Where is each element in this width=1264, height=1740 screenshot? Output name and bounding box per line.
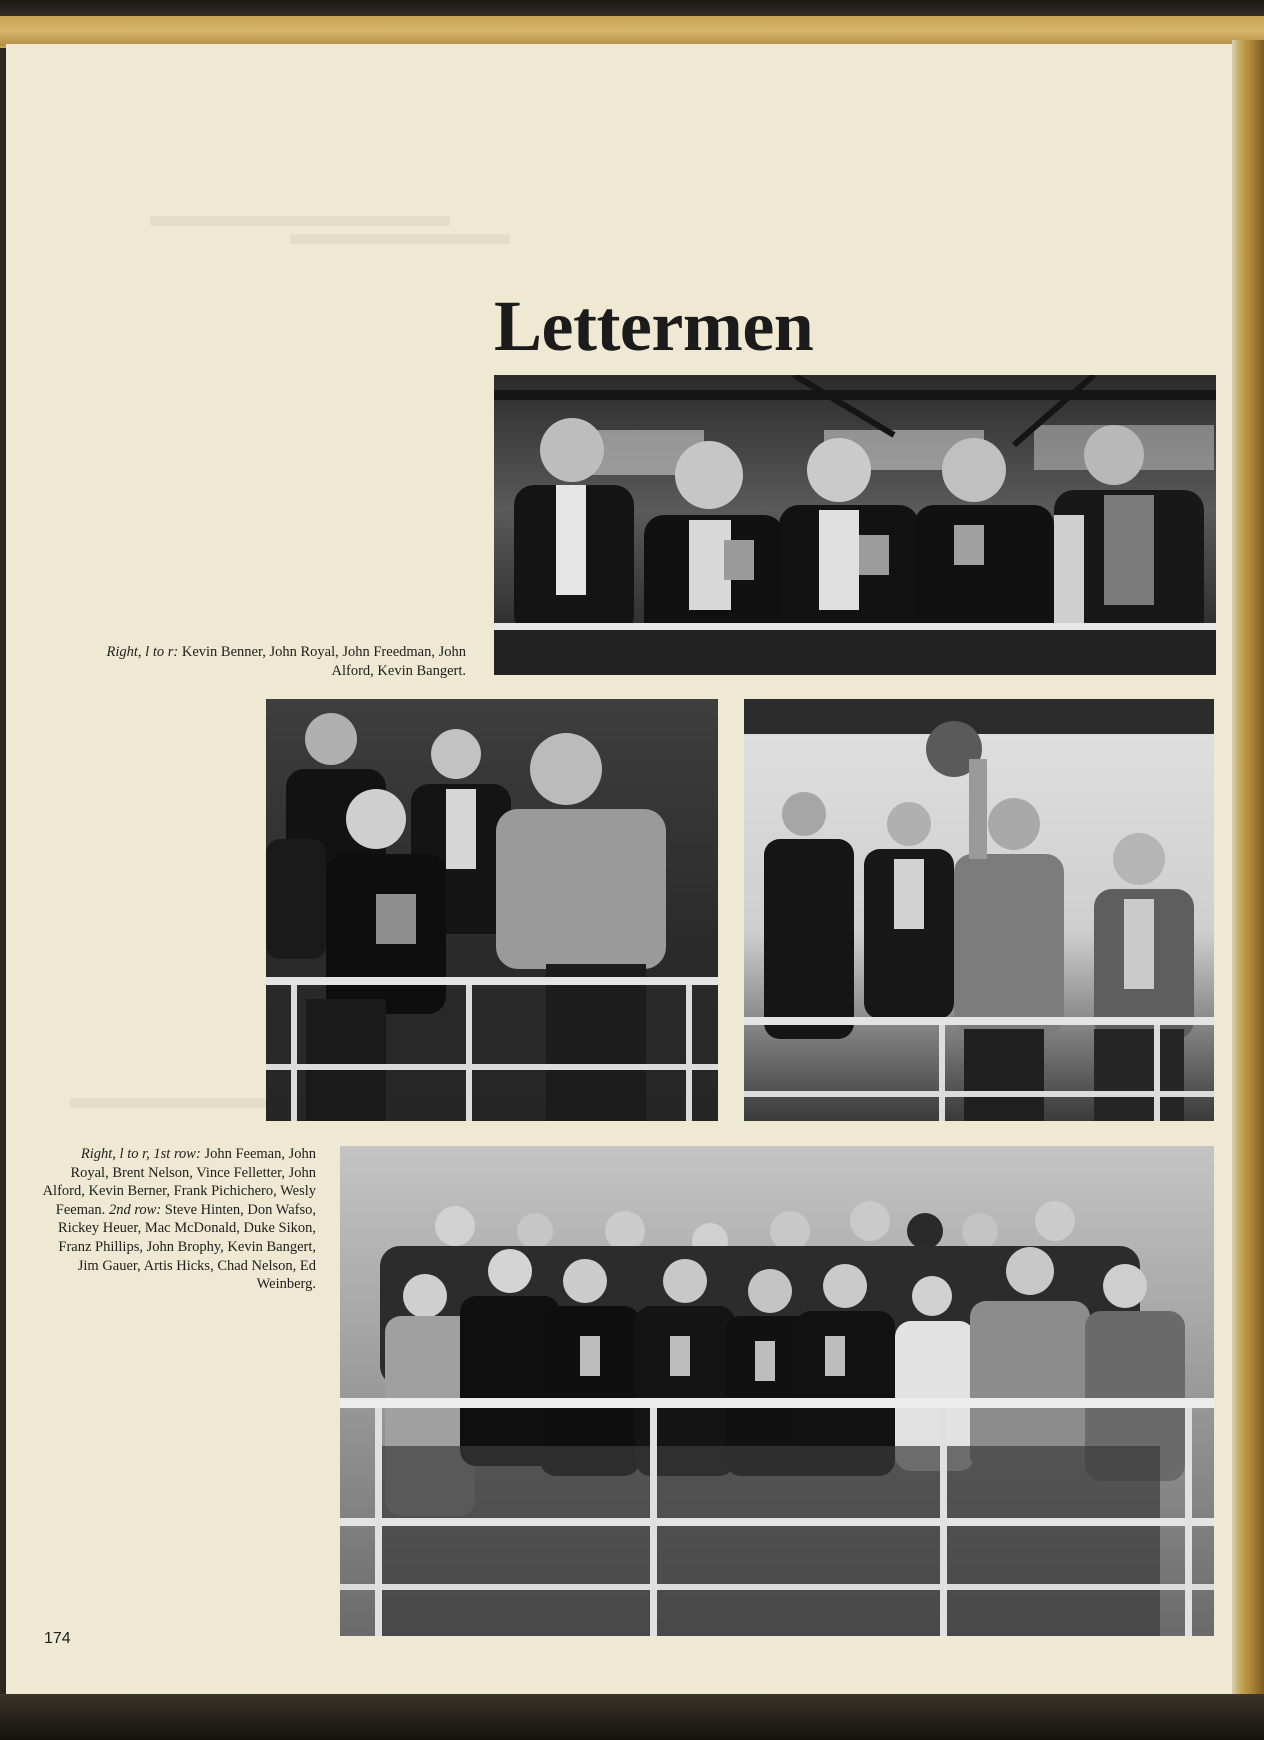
book-binding-bottom	[0, 1694, 1264, 1740]
caption-photo-1	[80, 643, 466, 680]
page-spine-edge	[1232, 40, 1264, 1700]
photo-five-lettermen-image	[494, 375, 1216, 675]
page-number: 174	[44, 1630, 71, 1647]
photo-team-group-image	[340, 1146, 1214, 1636]
binding-tape	[0, 16, 1264, 46]
page-title: Lettermen	[494, 286, 814, 366]
photo-group-railing-image	[266, 699, 718, 1121]
bleed-through-text	[290, 234, 510, 244]
caption-text-row-2: Steve Hinten, Don Wafso, Rickey Heuer, Mac McDonald, Duke Sikon, Franz Phillips, John Brophy, Kevin Bangert, Jim Gauer, Artis Hicks, Chad Nelson, Ed Weinberg.	[58, 1201, 316, 1293]
photo-basketball	[744, 699, 1214, 1121]
photo-basketball-image	[744, 699, 1214, 1121]
photo-team-group	[340, 1146, 1214, 1636]
caption-text-row-1: John Feeman, John Royal, Brent Nelson, Vince Felletter, John Alford, Kevin Berner, Frank Pichichero, Wesly Feeman.	[42, 1146, 316, 1218]
caption-text: Kevin Benner, John Royal, John Freedman, John Alford, Kevin Bangert.	[181, 644, 466, 679]
bleed-through-text	[150, 216, 450, 226]
photo-group-railing	[266, 699, 718, 1121]
caption-label: Right, l to r:	[106, 644, 179, 660]
caption-label-row-2: 2nd row:	[108, 1201, 162, 1218]
photo-five-lettermen	[494, 375, 1216, 675]
caption-label-row-1: Right, l to r, 1st row:	[80, 1146, 201, 1162]
bleed-through-text	[70, 1098, 270, 1108]
caption-photo-4	[40, 1145, 316, 1294]
